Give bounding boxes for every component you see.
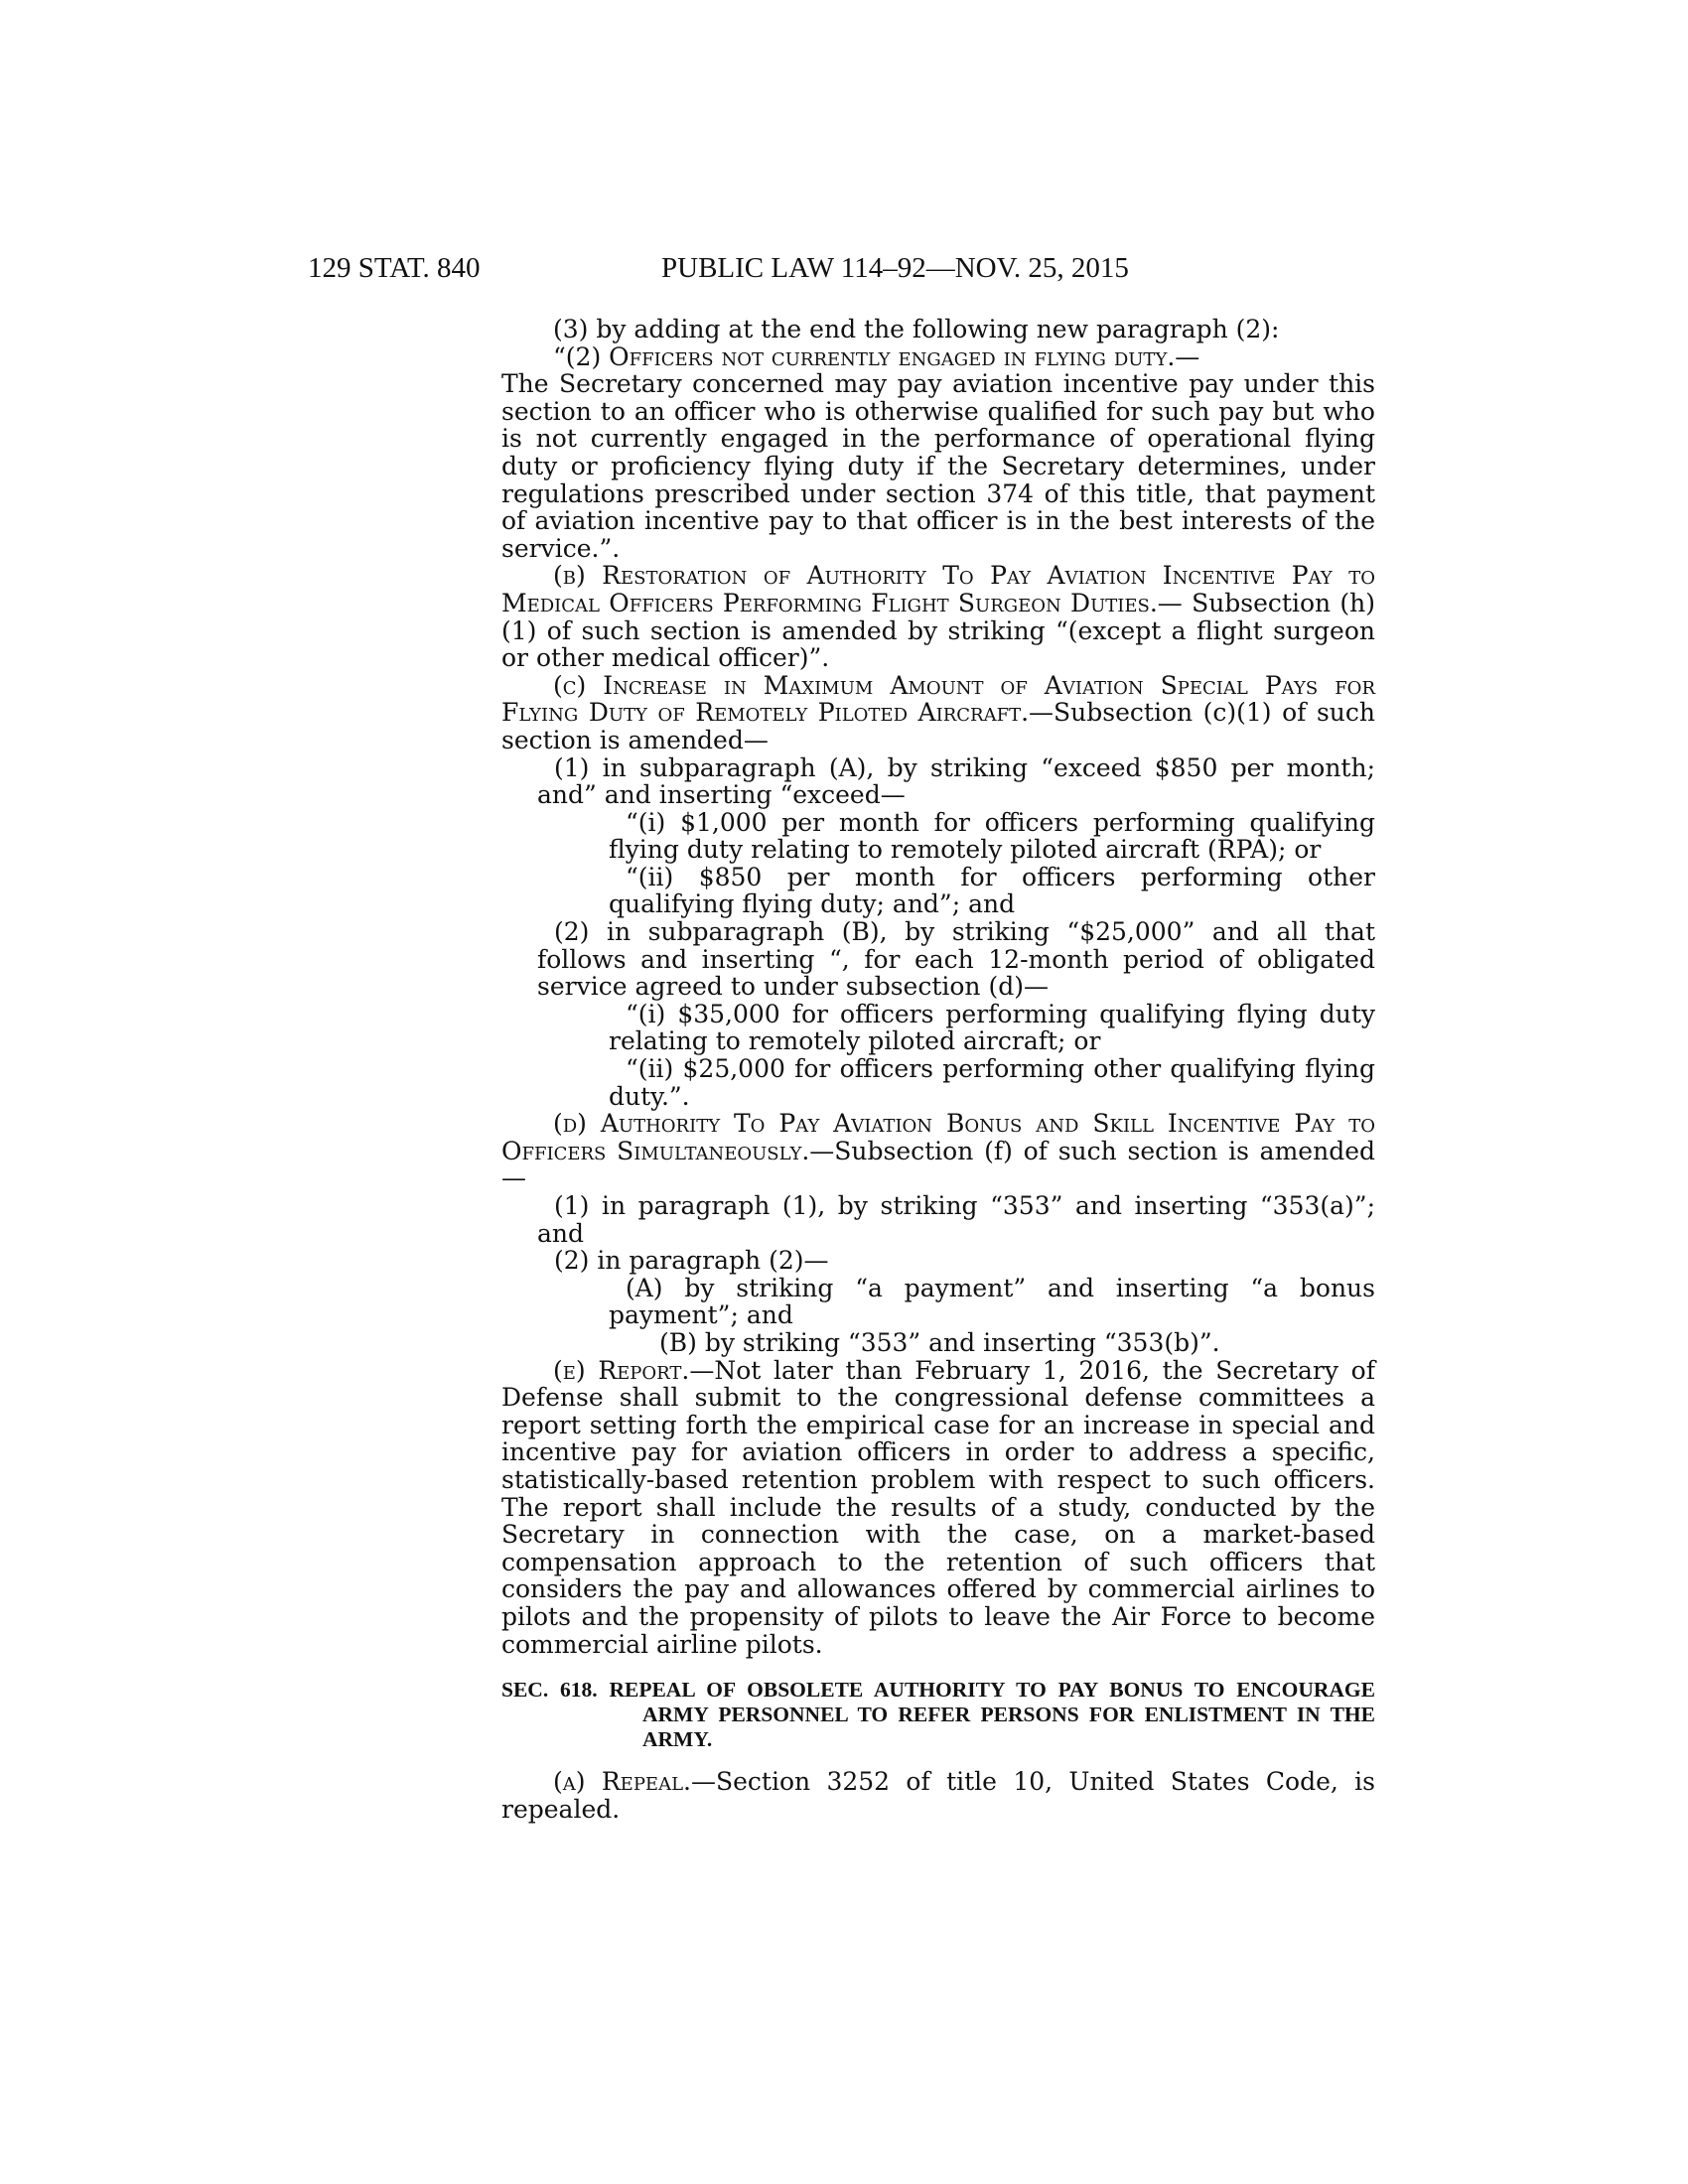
subsection-d (501, 1110, 1375, 1192)
clause-d-2: (2) in paragraph (2)— (554, 1246, 829, 1276)
subsection-heading: (a) Repeal.— (553, 1767, 716, 1797)
subsection-heading: (d) Authority To Pay Aviation Bonus and Skill Incentive Pay to Officers Simultaneously.— (501, 1109, 1375, 1165)
running-header: PUBLIC LAW 114–92—NOV. 25, 2015 (661, 252, 1129, 284)
subsection-text: Not later than February 1, 2016, the Secretary of Defense shall submit to the congressional defense committees a report setting forth the empirical case for an increase in special and incentive pay for aviation officers in order to address a specific, statistically-based retention problem with respect to such officers. The report shall include the results of a study, conducted by the Secretary in connection with the case, on a market-based compensation approach to the retention of such officers that considers the pay and allowances offered by commercial airlines to pilots and the propensity of pilots to leave the Air Force to become commercial airline pilots. (501, 1355, 1375, 1659)
subsection-heading: (e) Report.— (553, 1355, 715, 1385)
clause-d-2-A: (A) by striking “a payment” and inserting “a bonus payment”; and (609, 1273, 1375, 1330)
paragraph-heading: “(2) Officers not currently engaged in flying duty.— (553, 341, 1200, 371)
clause-c-2-i: “(i) $35,000 for officers performing qualifying flying duty relating to remotely piloted aircraft; or (609, 999, 1375, 1056)
subsection-e (501, 1357, 1375, 1659)
clause-c-2-ii: “(ii) $25,000 for officers performing other qualifying flying duty.”. (609, 1054, 1375, 1111)
paragraph-text: The Secretary concerned may pay aviation incentive pay under this section to an officer who is otherwise qualified for such pay but who is not currently engaged in the performance of operational flying duty or proficiency flying duty if the Secretary determines, under regulations prescribed under section 374 of this title, that payment of aviation incentive pay to that officer is in the best interests of the service.”. (501, 369, 1375, 563)
subsection-heading: (b) Restoration of Authority To Pay Aviation Incentive Pay to Medical Officers Performing Flight Surgeon Duties.— (501, 561, 1375, 617)
text-column (501, 316, 1375, 1823)
clause-c-1: (1) in subparagraph (A), by striking “exceed $850 per month; and” and inserting “exceed— (537, 752, 1375, 810)
subsection-text: Subsection (f) of such section is amended— (501, 1136, 1375, 1193)
subsection-text: Section 3252 of title 10, United States Code, is repealed. (501, 1767, 1375, 1824)
clause-c-1-i: “(i) $1,000 per month for officers performing qualifying flying duty relating to remotely piloted aircraft (RPA); or (609, 807, 1375, 865)
subsection-heading: (c) Increase in Maximum Amount of Aviation Special Pays for Flying Duty of Remotely Piloted Aircraft.— (501, 670, 1375, 728)
section-618-subsection-a (501, 1768, 1375, 1823)
clause-c-1-ii: “(ii) $850 per month for officers performing other qualifying flying duty; and”; and (609, 862, 1375, 919)
subsection-text: Subsection (h)(1) of such section is amended by striking “(except a flight surgeon or other medical officer)”. (501, 588, 1376, 673)
clause-d-1: (1) in paragraph (1), by striking “353” and inserting “353(a)”; and (537, 1191, 1375, 1248)
subsection-text: Subsection (c)(1) of such section is amended— (501, 698, 1375, 754)
amendment-item-3: (3) by adding at the end the following new paragraph (2): (553, 315, 1280, 343)
subsection-b (501, 562, 1375, 671)
new-paragraph-2 (501, 343, 1375, 563)
stat-page-number: 129 STAT. 840 (308, 252, 481, 284)
section-618-heading: SEC. 618. REPEAL OF OBSOLETE AUTHORITY TO PAY BONUS TO ENCOURAGE ARMY PERSONNEL TO REFER PERSONS FOR ENLISTMENT IN THE ARMY. (501, 1678, 1375, 1752)
subsection-c (501, 672, 1375, 754)
clause-d-2-B: (B) by striking “353” and inserting “353(b)”. (659, 1327, 1220, 1357)
clause-c-2: (2) in subparagraph (B), by striking “$25,000” and all that follows and inserting “, for each 12-month period of obligated service agreed to under subsection (d)— (537, 917, 1375, 1002)
